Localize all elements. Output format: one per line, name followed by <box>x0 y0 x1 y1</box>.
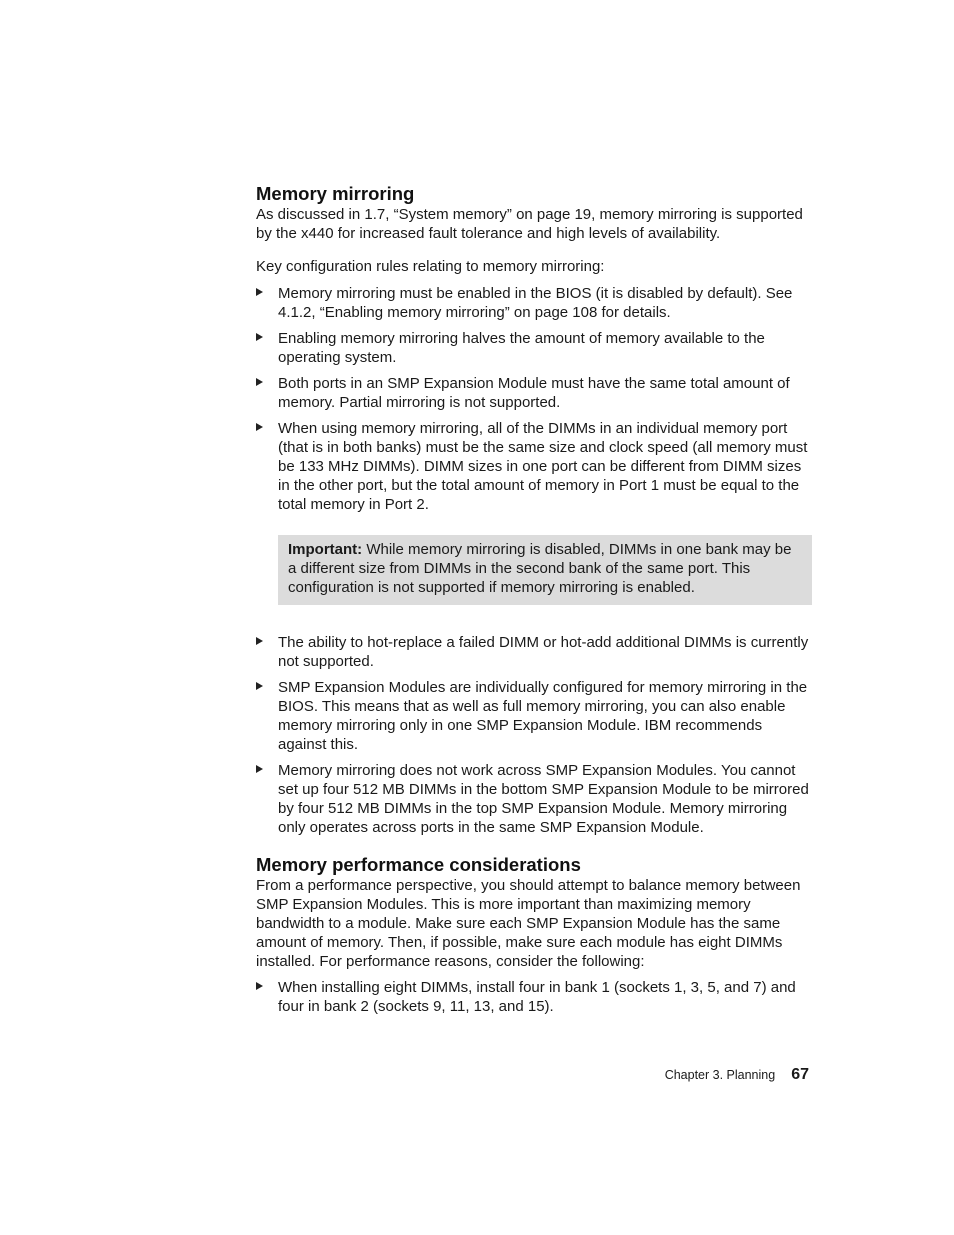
list-item: The ability to hot-replace a failed DIMM or hot-add additional DIMMs is currently not supported. <box>256 633 812 671</box>
bullet-arrow-icon <box>256 288 263 296</box>
section-heading-memory-performance: Memory performance considerations <box>256 854 581 875</box>
paragraph-intro: As discussed in 1.7, “System memory” on page 19, memory mirroring is supported by the x440 for increased fault tolerance and high levels of availability. <box>256 206 803 242</box>
page-number: 67 <box>791 1066 809 1083</box>
note-text: While memory mirroring is disabled, DIMMs in one bank may be a different size from DIMMs in the second bank of the same port. This configuration is not supported if memory mirroring is enabled. <box>288 541 792 596</box>
bullet-arrow-icon <box>256 378 263 386</box>
note-label: Important: <box>288 541 363 558</box>
list-item: SMP Expansion Modules are individually configured for memory mirroring in the BIOS. This means that as well as full memory mirroring, you can also enable memory mirroring only in one SMP Expansion Module. IBM recommends against this. <box>256 678 812 754</box>
important-note <box>278 535 812 605</box>
bullet-list-performance <box>256 978 812 1016</box>
bullet-arrow-icon <box>256 682 263 690</box>
list-item: When using memory mirroring, all of the DIMMs in an individual memory port (that is in both banks) must be the same size and clock speed (all memory must be 133 MHz DIMMs). DIMM sizes in one port can be different from DIMM sizes in the other port, but the total amount of memory in Port 1 must be equal to the total memory in Port 2. <box>256 419 812 514</box>
section-heading-memory-mirroring: Memory mirroring <box>256 183 415 204</box>
list-item: Both ports in an SMP Expansion Module must have the same total amount of memory. Partial mirroring is not supported. <box>256 374 812 412</box>
list-item: Enabling memory mirroring halves the amount of memory available to the operating system. <box>256 329 812 367</box>
page-content <box>256 183 812 1023</box>
bullet-list-rules-continued <box>256 633 812 837</box>
list-item: Memory mirroring must be enabled in the BIOS (it is disabled by default). See 4.1.2, “Enabling memory mirroring” on page 108 for details. <box>256 284 812 322</box>
bullet-arrow-icon <box>256 423 263 431</box>
bullet-list-rules <box>256 284 812 514</box>
bullet-arrow-icon <box>256 765 263 773</box>
bullet-arrow-icon <box>256 333 263 341</box>
page-footer <box>665 1066 809 1084</box>
paragraph-performance-intro: From a performance perspective, you should attempt to balance memory between SMP Expansion Modules. This is more important than maximizing memory bandwidth to a module. Make sure each SMP Expansion Module has the same amount of memory. Then, if possible, make sure each module has eight DIMMs installed. For performance reasons, consider the following: <box>256 877 801 970</box>
bullet-arrow-icon <box>256 982 263 990</box>
list-item: When installing eight DIMMs, install four in bank 1 (sockets 1, 3, 5, and 7) and four in bank 2 (sockets 9, 11, 13, and 15). <box>256 978 812 1016</box>
list-item: Memory mirroring does not work across SMP Expansion Modules. You cannot set up four 512 MB DIMMs in the bottom SMP Expansion Module to be mirrored by four 512 MB DIMMs in the top SMP Expansion Module. Memory mirroring only operates across ports in the same SMP Expansion Module. <box>256 761 812 837</box>
paragraph-rules-lead: Key configuration rules relating to memory mirroring: <box>256 258 605 275</box>
footer-chapter: Chapter 3. Planning <box>664 1068 776 1082</box>
bullet-arrow-icon <box>256 637 263 645</box>
